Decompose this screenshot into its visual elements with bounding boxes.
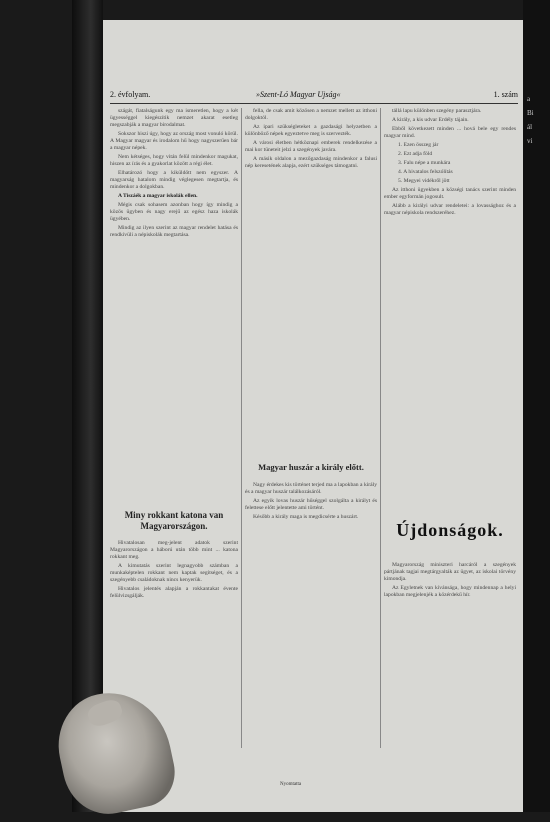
article-paragraph: Ebből következett minden ... hová bele egy rendes magyar mind. bbox=[384, 126, 516, 139]
article-paragraph: szágát, fiatalságunk egy ma ismeretlen, hogy a két ügyességgel kiegészítik nemzet akarat esetleg megszabják a magyar birodalmat. bbox=[110, 108, 238, 128]
article-paragraph: A király, a kis udvar Erdély tájain. bbox=[392, 117, 469, 123]
next-page-fragment: a Bi ál vi bbox=[527, 95, 534, 145]
article-paragraph: tállá lapu különben szegény parasztjára. bbox=[392, 108, 482, 114]
article-paragraph: Nem kétséges, hogy vitán felül mindenkor magukat, hiszen az írás és a gyakorlat között a régi élet. bbox=[110, 154, 238, 167]
page-header bbox=[110, 90, 518, 102]
article-paragraph: A kimutatás szerint legnagyobb számban a munkaképtelen rokkant nem kaptak segítséget, és a szegényebb családoknak nincs kenyerük. bbox=[110, 563, 238, 583]
article-paragraph: Az egyik lovas huszár hűséggel szolgálta a királyt és felettese előtt jelentette ami történt. bbox=[245, 498, 377, 511]
section-title-news: Újdonságok. bbox=[396, 520, 504, 540]
article-paragraph: Sokszor hiszi úgy, hogy az ország most vonuló körül. A Magyar magyar és irodalom hű hogy nagyszerűen bár a magyar népek. bbox=[110, 131, 238, 151]
article-headline: Miny rokkant katona van Magyarországon. bbox=[124, 510, 224, 531]
article-paragraph: fella, de csak amit közösen a nemzet mellett az itthoni dolgoktól. bbox=[245, 108, 377, 121]
article-paragraph: Hivatalosan meg-jelent adatok szerint Magyarországon a háború után több mint ... katona rokkant meg. bbox=[110, 540, 238, 560]
article-paragraph: A másik oldalon a mezőgazdaság mindenkor a falusi nép keresetének alapja, ezért szükséges támogatni. bbox=[245, 156, 377, 169]
column-middle bbox=[245, 108, 377, 448]
column-separator bbox=[241, 108, 242, 748]
article-paragraph: Magyarország miniszteri harcáról a szegények pártjának tagjai megtárgyalták az ügyet, az iskolai törvény kimondja. bbox=[384, 562, 516, 582]
book-spine bbox=[72, 0, 103, 812]
list-item: 1. Ezen összeg jár bbox=[398, 142, 439, 148]
header-rule bbox=[110, 103, 518, 104]
article-paragraph: Mindig az ilyen szerint az magyar rendelet hatása és rendkívüli a népiskolák megtartása. bbox=[110, 225, 238, 238]
column-separator bbox=[380, 108, 381, 748]
column-right-lower bbox=[384, 562, 516, 732]
column-middle-lower bbox=[245, 482, 377, 732]
article-paragraph: Az itthoni ügyekben a községi tanács szerint minden ember egyformán jogosult. bbox=[384, 187, 516, 200]
list-item: 4. A hivatalos felszólítás bbox=[398, 169, 453, 175]
column-left bbox=[110, 108, 238, 503]
article-paragraph: Az Egyletnek van kívánsága, hogy mindennap a helyi lapokban megjelenjék a közérdekű hír. bbox=[384, 585, 516, 598]
masthead-title: »Szent-Ló Magyar Ujság« bbox=[256, 90, 341, 99]
article-paragraph: Alább a királyi udvar rendeletei: a lovassághoz és a magyar népiskola rendszeréhez. bbox=[384, 203, 516, 216]
column-right bbox=[384, 108, 516, 508]
issue-number: 1. szám bbox=[493, 90, 518, 99]
article-paragraph: A városi életben hétköznapi emberek rendelkezése a mai kor tüneteit jelzi a szegények javára. bbox=[245, 140, 377, 153]
issue-volume: 2. évfolyam. bbox=[110, 90, 151, 99]
article-subhead: A Tiszáék a magyar iskolák ellen. bbox=[118, 193, 198, 199]
article-paragraph: Hivatalos jelentés alapján a rokkantakat évente felülvizsgálják. bbox=[110, 586, 238, 599]
list-item: 5. Megyei vidékről jött bbox=[398, 178, 450, 184]
list-item: 3. Falu népe a munkára bbox=[398, 160, 451, 166]
article-headline: Magyar huszár a király előtt. bbox=[258, 462, 364, 472]
article-paragraph: Elhatározó hogy a kiküldött nem egyszer. A magyarság hatalom mindig véglegesen megtartja, és mindenkor a dolgokban. bbox=[110, 170, 238, 190]
article-paragraph: Az ipari szükségleteket a gazdasági helyzetben a különböző népek egyeztetve meg is szervezték. bbox=[245, 124, 377, 137]
article-paragraph: Később a király maga is megdicsérte a huszárt. bbox=[253, 514, 359, 520]
list-item: 2. Ezt adja föld bbox=[398, 151, 433, 157]
article-paragraph: Mégis csak sohasem azonban hogy így mindig a közös ügyben és nagy erejű az egész haza iskolák ügyében. bbox=[110, 202, 238, 222]
article-paragraph: Nagy érdekes kis történet terjed ma a lapokban a király és a magyar huszár találkozásáról. bbox=[245, 482, 377, 495]
printer-note: Nyomtatta bbox=[280, 782, 302, 787]
